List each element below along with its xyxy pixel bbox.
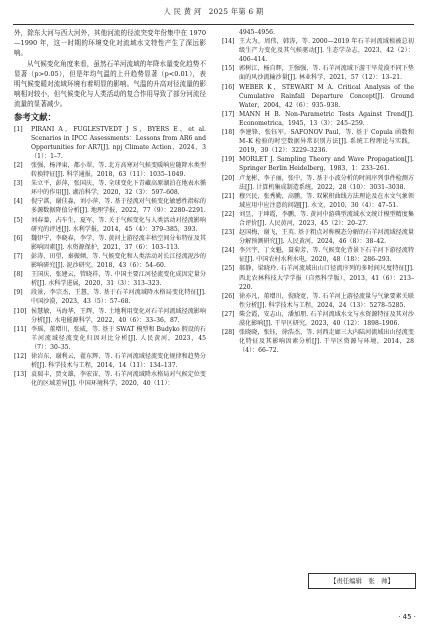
reference-number: [27] [222,310,235,318]
reference-text: MORLET J. Sampling Theory and Wave Propagation[J]. Springer Berlin Heidelberg，1983，1：233–261. [239,156,414,173]
reference-item [222,174,414,192]
reference-item [222,192,414,210]
reference-number: [23] [222,229,235,237]
reference-text: MANN H B. Non-Parametric Tests Against Trend[J]. Econometrica，1945，13（3）：245–259. [239,110,414,127]
reference-text: 李建锋，张钰军，SAFONOV Paul，等. 基于 Copula 函数和 M–K 检验的时空数据异常识别方法[J]. 系统工程理论与实践，2019，39（12）：3229–3236. [239,129,414,155]
reference-item [14,370,206,388]
references-heading: 参考文献： [14,111,56,122]
body-paragraph-2: 从气候变化角度来看，虽然石羊河流域的年降水量变化趋势不显著（p>0.05），但是年均气温的上升趋势显著（p<0.01），表明气候变暖对流域环境有着明显的影响。气温的升高对径流量的影响相对较小，但气候变化与人类活动的复合作用导致了部分河流径流量的显著减少。 [14,59,206,109]
reference-number: [24] [222,247,235,255]
reference-number: [12] [14,352,27,360]
journal-header: 人 民 黄 河 2025 年第 6 期 [163,7,264,16]
reference-item [222,228,414,246]
reference-text: 卢龙彬，李子丽，张中，等. 基于小波分析的时间序列事件检测方法[J]. 计算机集成制造系统，2022，28（10）：3031–3038. [239,174,414,191]
reference-item [222,64,414,82]
reference-item [222,83,414,110]
reference-number: [20] [222,174,235,182]
reference-number: [26] [222,292,235,300]
reference-item [14,352,206,370]
reference-item [14,125,206,161]
reference-number: [3] [14,180,23,188]
reference-item [222,310,414,328]
reference-text: 徐岩东，谢利云，翟东辉，等. 石羊河流域径流变化规律和趋势分析[J]. 科学技术与工程，2014，14（11）：134–137. [31,352,206,370]
reference-text: 郝静，梁晓玲. 石羊河流域出山口径流序列的多时间尺度特征[J]. 西北农林科技大学学报（自然科学版），2013，41（6）：213–220. [239,265,414,291]
reference-number: [8] [14,271,23,279]
reference-text: 郭树江，杨自辉，王强强，等. 石羊河流域下游干旱荒漠不同下垫面的风沙流输沙量[J]. 林业科学，2021，57（12）：13–21. [239,65,414,82]
reference-text: 刘春蓁，占车生，夏军，等. 关于气候变化与人类活动对径流影响研究的评述[J]. 水利学报，2014，45（4）：379–385，393. [31,216,206,233]
references-list-right [222,28,414,355]
reference-item [14,197,206,215]
reference-number: [19] [222,156,235,164]
reference-text: 侯慧敏，马海华，王辉，等. 土地利用变化对石羊河流域径流影响分析[J]. 水电能源科学，2022，40（6）：33–36，87. [31,307,206,324]
reference-text: 倪宁淇，谢佳淼，刘小萍，等. 基于径流对气候变化敏感性指标的多源数据降值分析[J]. 地理学报，2022，77（9）：2280–2291. [31,198,206,215]
reference-text: 张晓晓，张钰，徐浩杰，等. 河西走廊三大内陆河流域出山径流变化特征及其影响因素分析[J]. 干旱区资源与环境，2014，28（4）：66–72. [239,329,414,355]
reference-item [14,216,206,234]
reference-item [14,288,206,306]
reference-number: [7] [14,252,23,260]
reference-text: 李兴宇，丁文魁，聂菊芳，等. 气候变化背景下石羊河下游径流特征[J]. 中国农村水利水电，2020，48（18）：286–293. [239,247,414,264]
reference-number: [1] [14,125,23,133]
reference-text: 魏伊宁，李晓春，李学，等. 黄河上游径流丰枯空间分布特征及其影响因素[J]. 水资源保护，2021，37（6）：103–113. [31,234,206,251]
reference-text: 徐亦凡，董增川，倪晓宽，等. 石羊河上游径流量与气象要素关联性分析[J]. 科学技术与工程，2024，24（13）：5278–5285. [239,292,414,309]
reference-item [222,328,414,355]
header-rule [13,24,414,25]
reference-text: PIRANI A，FUGLESTVEDT J S，BYERS E，et al. Scenarios in IPCC Assessments：Lessons from AR6 and Opportunities for AR7[J]. npj Climate Action，2024，3（1）：1–7. [31,125,206,160]
reference-number: [9] [14,289,23,297]
reference-number [222,28,239,37]
reference-item [14,325,206,352]
reference-item [14,179,206,197]
reference-text: 张强，杨泽東，都小翠，等. 北方高寒对气候变暖响应随降水类型转换特征[J]. 科学通报，2018，63（11）：1035–1049. [31,162,206,179]
reference-item [14,161,206,179]
reference-number: [28] [222,329,235,337]
references-list-left [14,125,206,389]
right-column [222,28,414,355]
reference-item [14,234,206,252]
reference-text: 袁瑞丰，贾文雄，李宏宙，等. 石羊河流域降水格局对气候定位变化的区域差异[J]. 中国环境科学，2020，40（11）： [31,371,206,388]
reference-text: 彭涛，田望，秦振倾，等. 气候变化和人类活动对长江径流泥沙的影响研究[J]. 泥沙研究，2018，43（6）：54–60. [31,252,206,270]
reference-text: 穆兴民，张秀勤，高鹏，等. 双累积曲线方法理论及在水文气象领域应用中应注意的问题[J]. 水文，2010，30（4）：47–51. [239,192,414,209]
reference-item [14,307,206,325]
editor-credit: 【责任编辑 张 帅】 [308,573,416,589]
reference-text: 4945–4956. [239,29,276,36]
reference-item [222,264,414,291]
reference-number: [13] [14,371,27,379]
reference-text: WEBER K，STEWART M A. Critical Analysis of the Cumulative Rainfall Departure Concept[J]. Ground Water，2004，42（6）：935–938. [239,83,414,109]
reference-number: [16] [222,83,235,91]
reference-item [222,128,414,155]
reference-text: 柴会霞，安志山，潘加朋. 石羊河流域水文与水资源特征及其对沙漠化影响[J]. 干旱区研究，2023，40（12）：1898–1906. [239,310,414,327]
reference-number: [6] [14,234,23,242]
page-number: · 45 · [398,613,416,621]
reference-item [222,292,414,310]
reference-item [222,246,414,264]
reference-item [14,252,206,270]
reference-number: [15] [222,65,235,73]
reference-number: [18] [222,129,235,137]
reference-item [222,155,414,173]
reference-number: [5] [14,216,23,224]
reference-item [222,210,414,228]
reference-item [14,270,206,288]
left-column [14,28,206,388]
reference-item [222,110,414,128]
reference-number: [4] [14,198,23,206]
reference-item [222,28,414,37]
reference-text: 王国庆，张建云，管晓祥，等. 中国主要江河径流变化成因定量分析[J]. 水科学进展，2020，31（3）：313–323. [31,271,206,288]
reference-number: [25] [222,265,235,273]
reference-text: 赵国梅，谢飞，王英. 基于粗点对称模态分解的石羊河流域径流量分解预测研究[J]. 人民黄河，2024，46（8）：38–42. [239,229,414,246]
reference-item [222,37,414,64]
reference-number: [22] [222,210,235,218]
body-paragraph-1: 外，除东大河与西大河外，其他河流的径流突变年份集中在 1970—1990 年，这一时期的环境变化对流域水文特性产生了深远影响。 [14,29,206,58]
reference-number: [17] [222,110,235,118]
reference-number: [10] [14,307,27,315]
reference-text: 朱立平，彭萍，张国庆，等. 全球变化下青藏高原湖泊在地表水循环中的作用[J]. 湖泊科学，2020，32（3）：597–608. [31,180,206,197]
reference-text: 李瑶，董增川，张威，等. 基于 SWAT 模型和 Budyko 假设的石羊河流域径流变化归因对比分析[J]. 人民黄河，2023，45（7）：30–35. [31,325,206,351]
reference-number: [14] [222,38,235,46]
reference-text: 刘昱，于坤霞，李鹏，等. 黄河中游典型流域水文统计模型精度集合评价[J]. 人民黄河，2023，45（2）：20–27. [239,210,414,227]
reference-number: [21] [222,192,235,200]
reference-number: [11] [14,325,27,333]
reference-number: [2] [14,162,23,169]
reference-text: 段景，李宗杰，王慧，等. 基于石羊河流域降水格局变化特征[J]. 中国沙漠，2023，43（5）：57–68. [31,289,206,306]
reference-text: 王大为，周伟，韩涛，等. 2000—2019 年石羊河流域植被总初级生产力变化及其气候驱动[J]. 生态学杂志，2023，42（2）：406–414. [239,38,414,64]
